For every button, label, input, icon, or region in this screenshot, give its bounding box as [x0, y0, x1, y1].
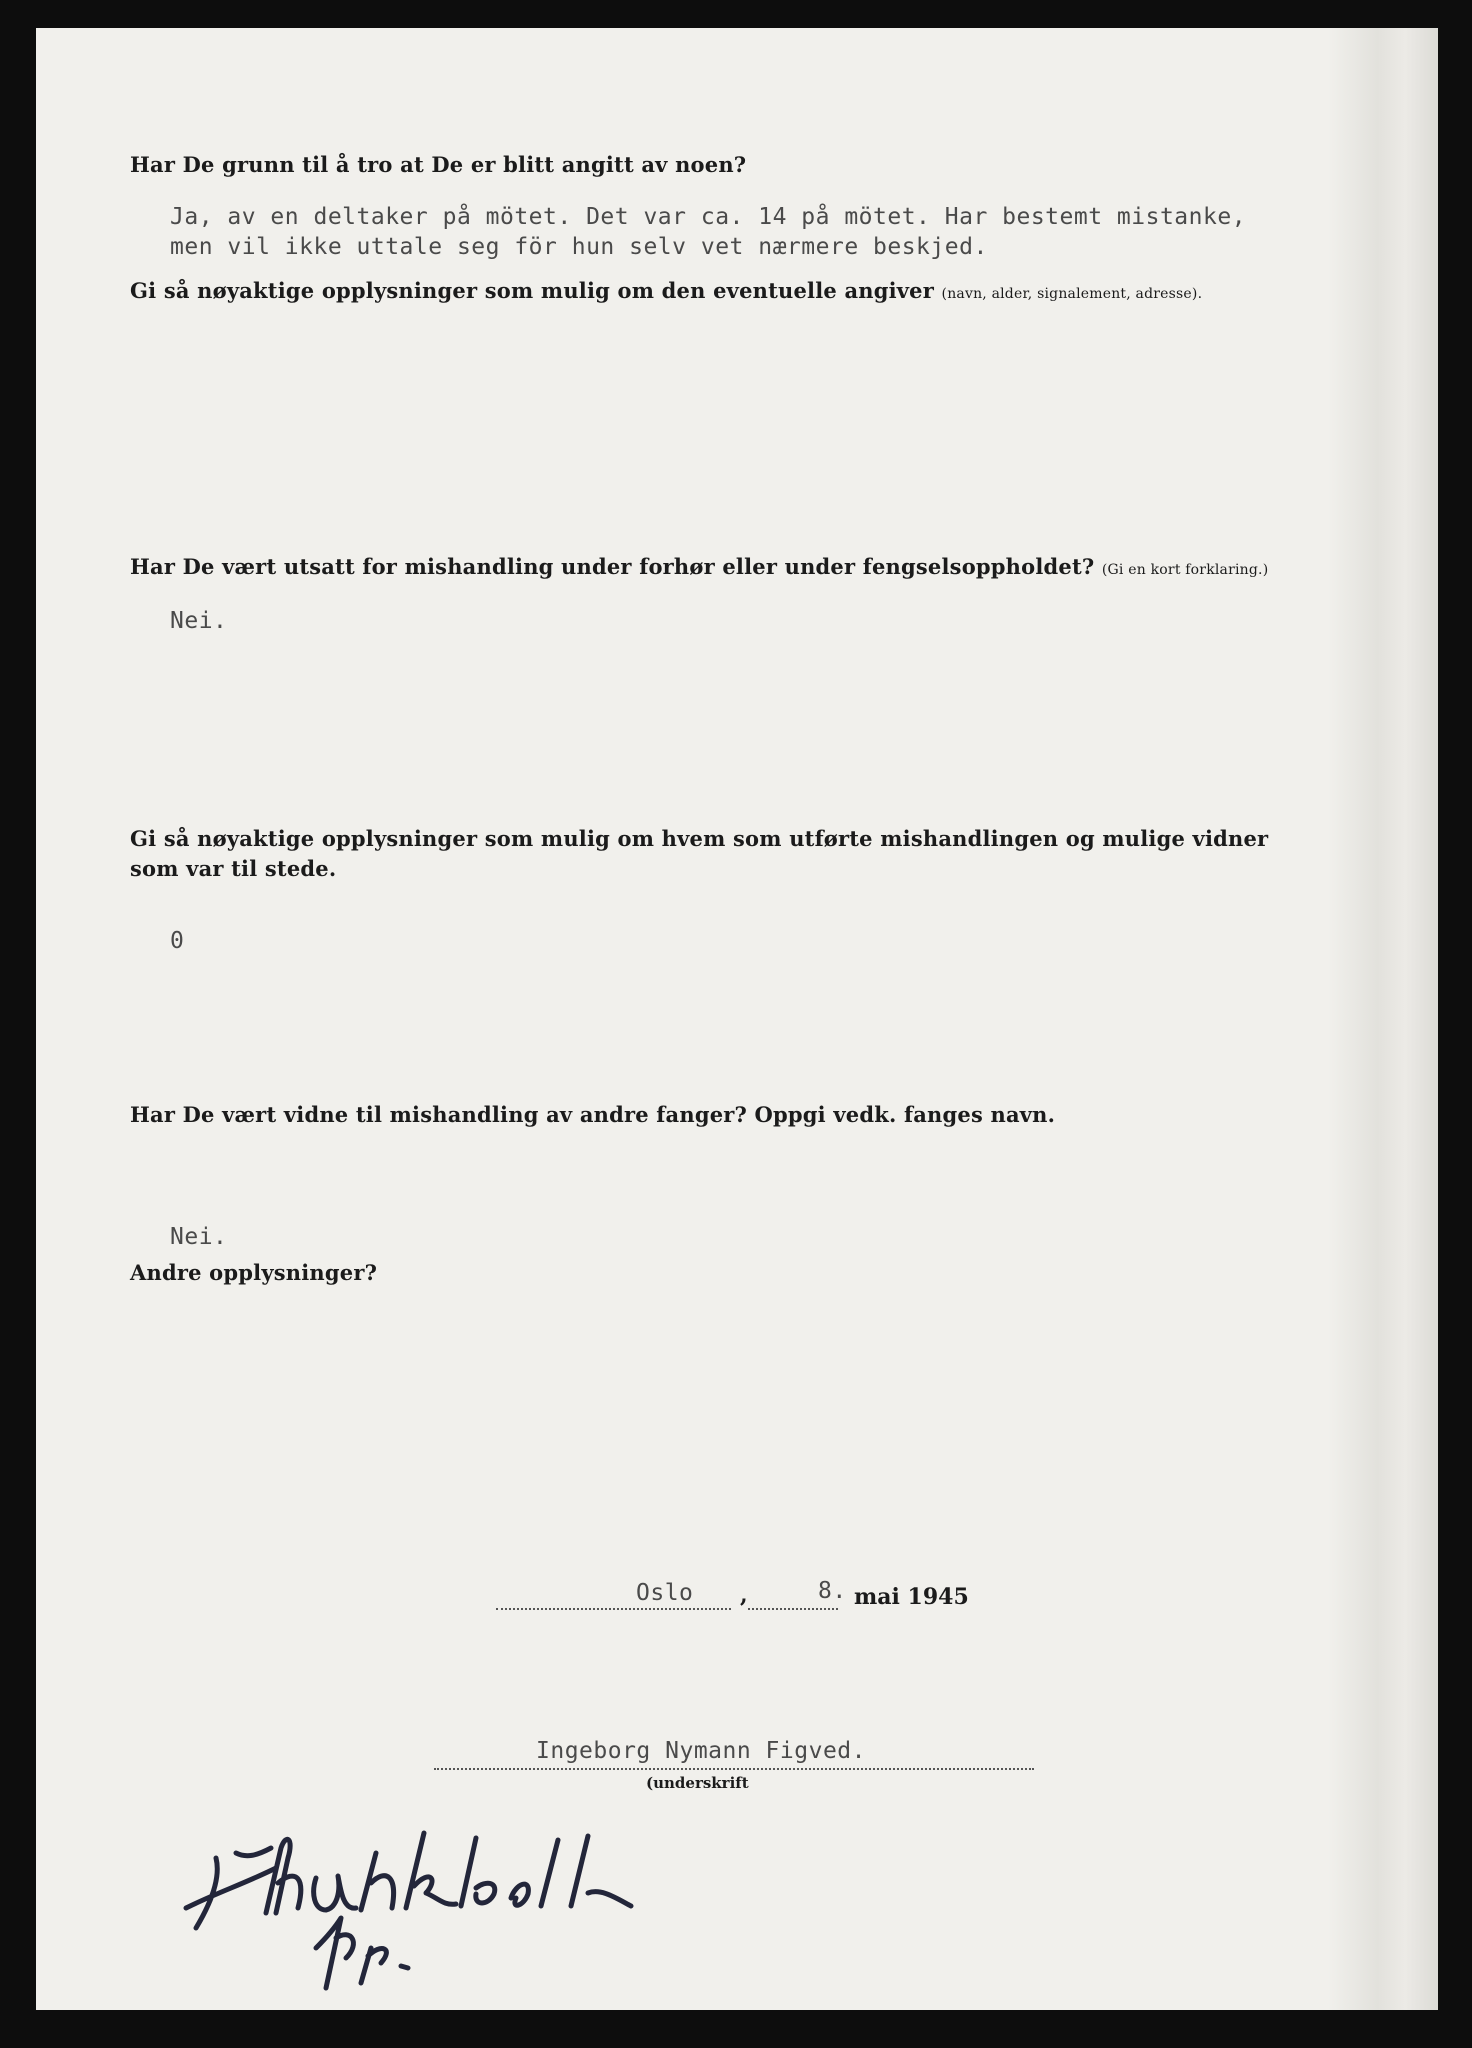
question-perpetrators-line2: som var til stede.: [130, 856, 337, 881]
answer-mishandling: Nei.: [170, 608, 228, 634]
signature-dotted-line: [434, 1768, 1034, 1770]
question-perpetrators-line1: Gi så nøyaktige opplysninger som mulig om hvem som utførte mishandlingen og mulige vidner: [130, 826, 1269, 851]
question-mishandling-note: (Gi en kort forklaring.): [1101, 562, 1269, 578]
answer-witness: Nei.: [170, 1224, 228, 1250]
question-mishandling-text: Har De vært utsatt for mishandling under forhør eller under fengselsoppholdet?: [130, 554, 1095, 579]
date-month-year: mai 1945: [854, 1584, 969, 1610]
handwritten-signature: [176, 1798, 656, 1998]
date-place: Oslo: [636, 1580, 694, 1606]
signature-caption: (underskrift: [646, 1774, 749, 1792]
document-page: [36, 28, 1438, 2010]
date-comma: ,: [740, 1582, 748, 1608]
place-dotted-line: [496, 1608, 731, 1610]
answer-angitt-line2: men vil ikke uttale seg för hun selv vet nærmere beskjed.: [170, 234, 988, 260]
question-other-info: Andre opplysninger?: [130, 1260, 378, 1285]
question-angiver-text: Gi så nøyaktige opplysninger som mulig om den eventuelle angiver: [130, 278, 935, 303]
date-day: 8.: [818, 1578, 847, 1604]
paper-edge-shadow: [1328, 28, 1438, 2010]
question-angiver-details: [130, 278, 1202, 303]
question-mishandling: [130, 554, 1268, 579]
question-witness: Har De vært vidne til mishandling av andre fanger? Oppgi vedk. fanges navn.: [130, 1102, 1056, 1127]
answer-angitt-line1: Ja, av en deltaker på mötet. Det var ca. 14 på mötet. Har bestemt mistanke,: [170, 204, 1247, 230]
signer-name: Ingeborg Nymann Figved.: [536, 1738, 866, 1764]
answer-perpetrators: 0: [170, 928, 185, 954]
day-dotted-line: [748, 1608, 838, 1610]
question-angitt: Har De grunn til å tro at De er blitt angitt av noen?: [130, 152, 747, 177]
question-angiver-note: (navn, alder, signalement, adresse).: [941, 286, 1203, 302]
